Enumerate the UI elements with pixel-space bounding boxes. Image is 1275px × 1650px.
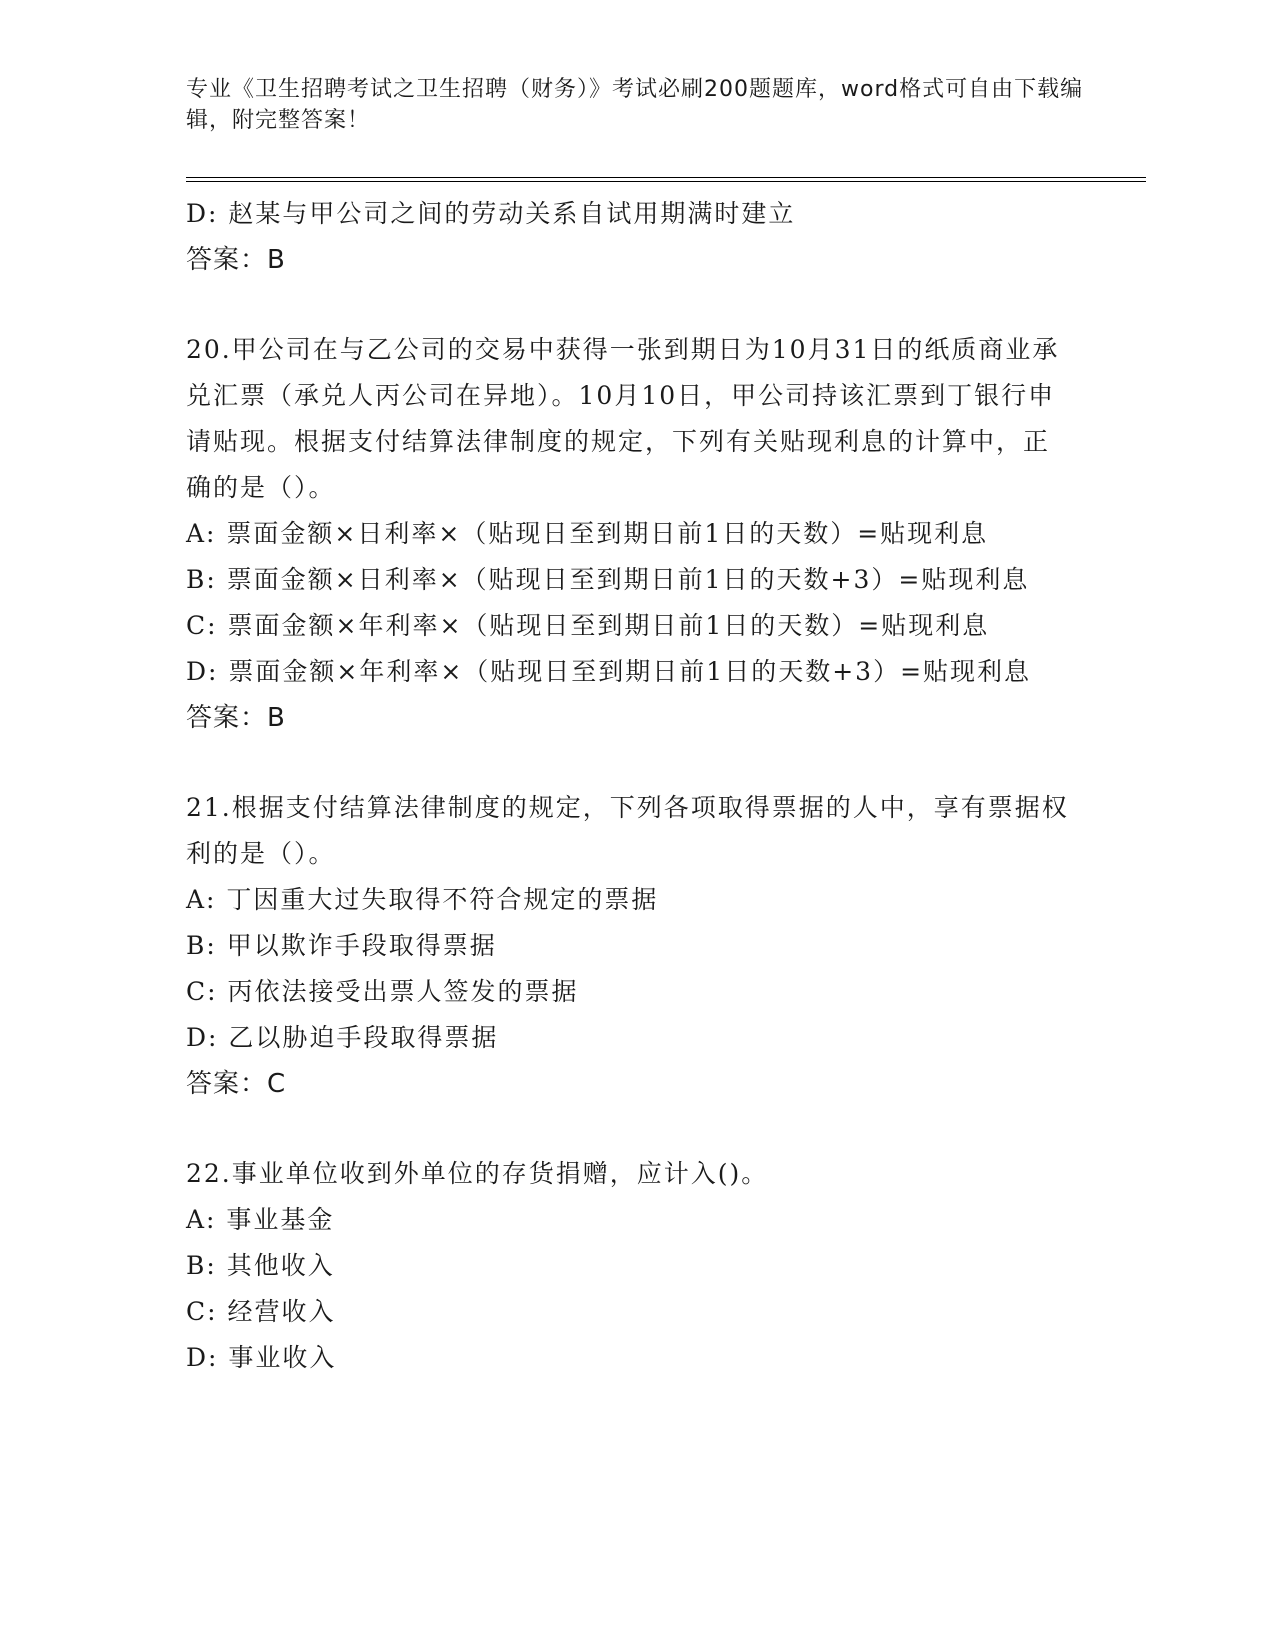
option-c: C: 票面金额×年利率×（贴现日至到期日前1日的天数）=贴现利息 [186, 611, 990, 640]
header-divider-bottom [186, 181, 1146, 182]
option-a: A: 票面金额×日利率×（贴现日至到期日前1日的天数）=贴现利息 [186, 519, 989, 548]
option-a: A: 丁因重大过失取得不符合规定的票据 [186, 885, 659, 914]
option-d: D: 乙以胁迫手段取得票据 [186, 1023, 499, 1052]
header-divider-top [186, 177, 1146, 178]
question-20 [186, 327, 1086, 741]
answer: 答案：B [186, 703, 286, 733]
question-stem: 21.根据支付结算法律制度的规定，下列各项取得票据的人中，享有票据权利的是（）。 [186, 793, 1069, 868]
prev-answer: 答案：B [186, 245, 286, 275]
option-c: C: 丙依法接受出票人签发的票据 [186, 977, 579, 1006]
option-a: A: 事业基金 [186, 1205, 335, 1234]
option-d: D: 票面金额×年利率×（贴现日至到期日前1日的天数+3）=贴现利息 [186, 657, 1032, 686]
option-d: D: 事业收入 [186, 1343, 337, 1372]
option-b: B: 票面金额×日利率×（贴现日至到期日前1日的天数+3）=贴现利息 [186, 565, 1030, 594]
prev-option-d: D: 赵某与甲公司之间的劳动关系自试用期满时建立 [186, 199, 796, 228]
question-21 [186, 785, 1086, 1107]
question-stem: 20.甲公司在与乙公司的交易中获得一张到期日为10月31日的纸质商业承兑汇票（承兑人丙公司在异地）。10月10日，甲公司持该汇票到丁银行申请贴现。根据支付结算法律制度的规定，下列有关贴现利息的计算中，正确的是（）。 [186, 335, 1060, 502]
question-stem: 22.事业单位收到外单位的存货捐赠，应计入()。 [186, 1159, 769, 1188]
option-b: B: 其他收入 [186, 1251, 335, 1280]
option-b: B: 甲以欺诈手段取得票据 [186, 931, 497, 960]
option-c: C: 经营收入 [186, 1297, 336, 1326]
page-header-text: 专业《卫生招聘考试之卫生招聘（财务）》考试必刷200题题库，word格式可自由下载编辑，附完整答案！ [186, 77, 1084, 133]
document-body [186, 191, 1086, 1381]
answer: 答案：C [186, 1069, 287, 1099]
question-22 [186, 1151, 1086, 1381]
